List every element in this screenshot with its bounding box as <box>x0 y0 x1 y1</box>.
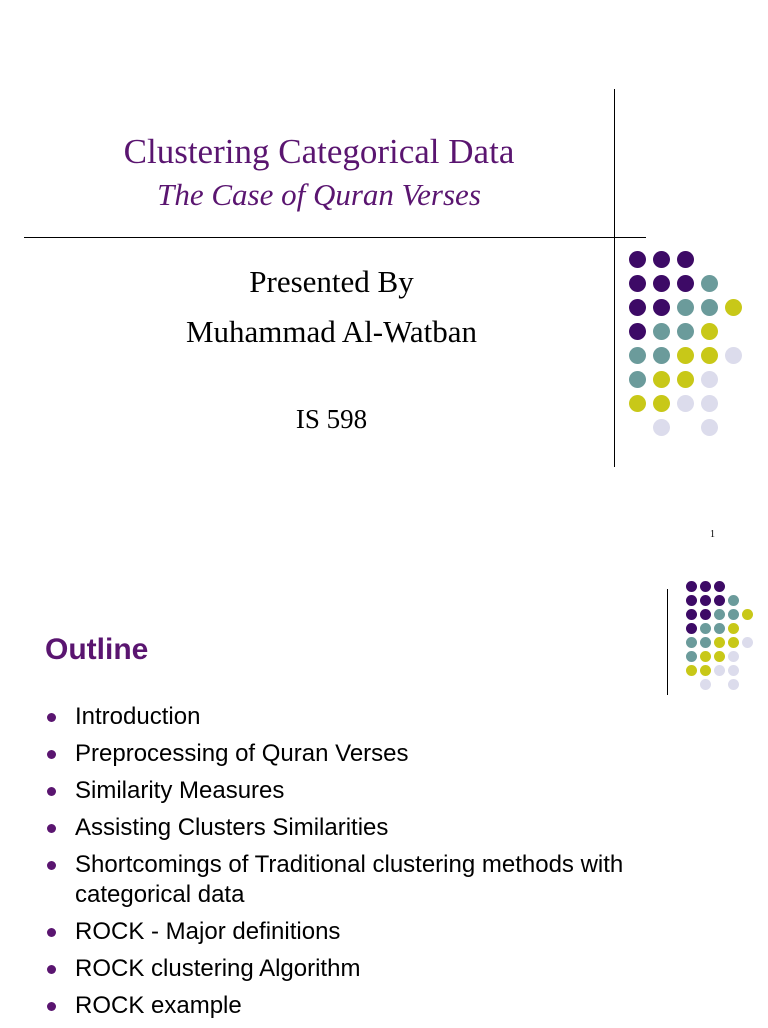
dot-icon <box>677 251 694 268</box>
page-number: 1 <box>710 529 715 540</box>
dot-icon <box>629 395 646 412</box>
outline-item-text: Preprocessing of Quran Verses <box>75 740 409 767</box>
dot-icon <box>686 665 697 676</box>
dot-icon <box>700 651 711 662</box>
bullet-icon <box>47 861 56 870</box>
dot-icon <box>728 623 739 634</box>
dot-icon <box>701 347 718 364</box>
outline-item <box>45 954 745 984</box>
dot-icon <box>677 275 694 292</box>
dot-icon <box>686 581 697 592</box>
outline-item <box>45 917 745 947</box>
dot-icon <box>677 347 694 364</box>
dot-icon <box>686 637 697 648</box>
outline-item <box>45 702 745 732</box>
dot-icon <box>653 419 670 436</box>
dot-icon <box>653 347 670 364</box>
dot-icon <box>677 371 694 388</box>
dot-icon <box>686 595 697 606</box>
bullet-icon <box>47 750 56 759</box>
dot-icon <box>700 581 711 592</box>
dot-icon <box>629 371 646 388</box>
bullet-icon <box>47 965 56 974</box>
dot-icon <box>728 609 739 620</box>
dot-icon <box>700 595 711 606</box>
dot-icon <box>701 275 718 292</box>
bullet-icon <box>47 787 56 796</box>
bullet-icon <box>47 928 56 937</box>
slide-title: Clustering Categorical Data <box>123 132 515 171</box>
outline-item <box>45 739 745 769</box>
dot-icon <box>629 251 646 268</box>
outline-item-text: Similarity Measures <box>75 777 285 804</box>
presented-by-label: Presented By <box>249 264 414 299</box>
dot-icon <box>714 651 725 662</box>
outline-list <box>45 702 745 1028</box>
dot-icon <box>714 609 725 620</box>
dot-icon <box>714 665 725 676</box>
bullet-icon <box>47 713 56 722</box>
dot-icon <box>701 371 718 388</box>
dot-icon <box>686 651 697 662</box>
dot-icon <box>653 275 670 292</box>
dot-icon <box>700 679 711 690</box>
dot-icon <box>653 371 670 388</box>
dot-icon <box>700 637 711 648</box>
dot-icon <box>629 299 646 316</box>
outline-item-text: Introduction <box>75 703 201 730</box>
dot-icon <box>742 637 753 648</box>
dot-icon <box>714 623 725 634</box>
dot-icon <box>728 679 739 690</box>
dot-icon <box>714 581 725 592</box>
vertical-divider <box>667 589 668 695</box>
outline-heading: Outline <box>45 633 149 666</box>
dot-icon <box>686 609 697 620</box>
dot-icon <box>728 651 739 662</box>
dot-icon <box>629 347 646 364</box>
dot-icon <box>725 299 742 316</box>
presenter-name: Muhammad Al-Watban <box>185 314 478 349</box>
dot-icon <box>742 609 753 620</box>
dot-icon <box>677 299 694 316</box>
slide-subtitle: The Case of Quran Verses <box>157 177 481 212</box>
outline-item-text: ROCK - Major definitions <box>75 918 341 945</box>
dot-icon <box>725 347 742 364</box>
bullet-icon <box>47 1002 56 1011</box>
dot-icon <box>629 323 646 340</box>
dot-icon <box>728 637 739 648</box>
dot-icon <box>686 623 697 634</box>
outline-item-text: ROCK example <box>75 992 242 1019</box>
dot-icon <box>629 275 646 292</box>
dot-icon <box>701 323 718 340</box>
bullet-icon <box>47 824 56 833</box>
outline-item <box>45 813 745 843</box>
outline-slide <box>0 556 768 1024</box>
dot-icon <box>700 609 711 620</box>
dot-icon <box>701 299 718 316</box>
dot-icon <box>700 665 711 676</box>
dot-icon <box>728 665 739 676</box>
dot-icon <box>653 299 670 316</box>
outline-item-text: Shortcomings of Traditional clustering methods with categorical data <box>75 851 624 908</box>
dot-icon <box>677 323 694 340</box>
dot-icon <box>700 623 711 634</box>
outline-item-text: ROCK clustering Algorithm <box>75 955 361 982</box>
horizontal-divider <box>24 237 646 238</box>
outline-item <box>45 776 745 806</box>
outline-item-text: Assisting Clusters Similarities <box>75 814 389 841</box>
dot-icon <box>701 419 718 436</box>
dot-icon <box>714 595 725 606</box>
dot-icon <box>653 251 670 268</box>
dot-icon <box>653 395 670 412</box>
dot-icon <box>701 395 718 412</box>
dot-icon <box>677 395 694 412</box>
outline-item <box>45 991 745 1021</box>
course-code: IS 598 <box>295 404 368 434</box>
dot-icon <box>653 323 670 340</box>
dot-icon <box>728 595 739 606</box>
outline-item <box>45 850 745 910</box>
dot-icon <box>714 637 725 648</box>
